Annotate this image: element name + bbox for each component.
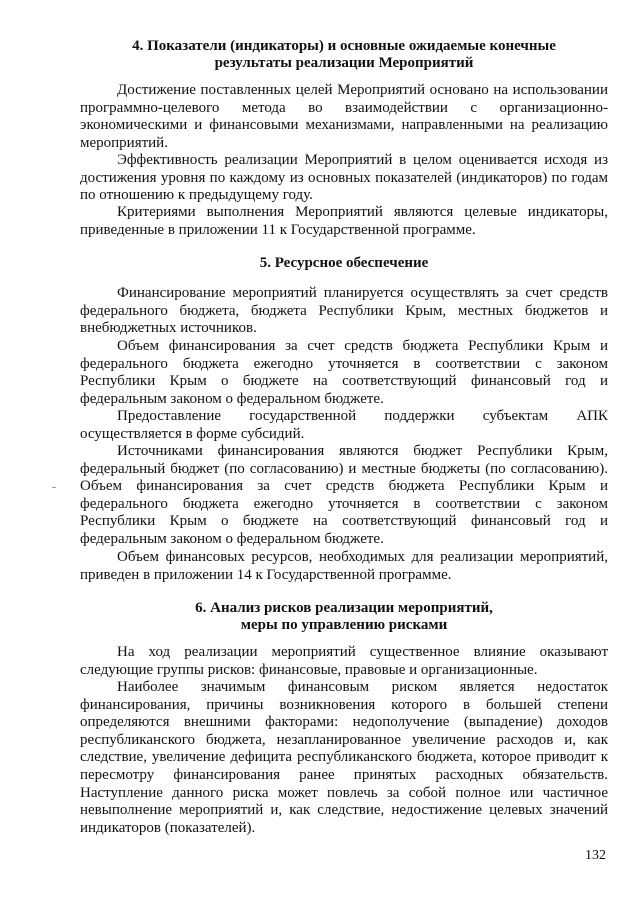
text-line: финансирования, причины возникновения которого в большей степени xyxy=(80,696,608,713)
text-line: республиканского бюджета, незапланированное увеличение расходов и, как xyxy=(80,731,608,748)
text-line: Критериями выполнения Мероприятий являются целевые индикаторы, xyxy=(117,204,608,220)
text-line: осуществляется в форме субсидий. xyxy=(80,425,305,442)
text-line: следующие группы рисков: финансовые, правовые и организационные. xyxy=(80,661,538,678)
text-line: экономическими и финансовыми механизмами, направленными на реализацию xyxy=(80,117,608,134)
section-5-paragraph-3 xyxy=(80,408,608,443)
text-line: Финансирование мероприятий планируется осуществлять за счет средств xyxy=(117,285,608,301)
section-5-title-line: 5. Ресурсное обеспечение xyxy=(259,255,429,271)
text-line: Эффективность реализации Мероприятий в целом оценивается исходя из xyxy=(117,152,608,168)
text-line: Предоставление государственной поддержки субъектам АПК xyxy=(117,408,608,424)
section-5-paragraph-5 xyxy=(80,549,608,584)
text-line: Наиболее значимым финансовым риском является недостаток xyxy=(117,679,608,695)
scan-artifact xyxy=(52,487,56,488)
text-line: федерального бюджета ежегодно уточняется в соответствии с законом xyxy=(80,355,608,372)
text-line: Объем финансовых ресурсов, необходимых для реализации мероприятий, xyxy=(117,549,608,565)
section-6-paragraph-2 xyxy=(80,679,608,837)
text-line: достижения уровня по каждому из основных показателей (индикаторов) по годам xyxy=(80,169,608,186)
text-line: Объем финансирования за счет средств бюджета Республики Крым и xyxy=(80,478,608,495)
section-4-paragraph-3 xyxy=(80,204,608,239)
text-line: следствие, увеличение дефицита республиканского бюджета, которое приводит к xyxy=(80,749,608,766)
text-line: Республики Крым о бюджете на соответствующий финансовый год и xyxy=(80,373,608,390)
text-line: федеральным законом о федеральном бюджете. xyxy=(80,530,384,547)
text-line: приведенные в приложении 11 к Государственной программе. xyxy=(80,221,476,238)
text-line: Достижение поставленных целей Мероприятий основано на использовании xyxy=(117,82,608,98)
text-line: пересмотру финансирования ранее принятых расходных обязательств. xyxy=(80,766,608,783)
section-4-title xyxy=(80,38,608,72)
text-line: Источниками финансирования являются бюджет Республики Крым, xyxy=(117,443,608,459)
section-5-title xyxy=(80,255,608,272)
text-line: На ход реализации мероприятий существенное влияние оказывают xyxy=(117,644,608,660)
text-line: по отношению к предыдущему году. xyxy=(80,187,313,204)
text-line: федерального бюджета ежегодно уточняется в соответствии с законом xyxy=(80,495,608,512)
section-6-title xyxy=(80,600,608,634)
text-line: федеральный бюджет (по согласованию) и местные бюджеты (по согласованию). xyxy=(80,460,608,477)
text-line: индикаторов (показателей). xyxy=(80,819,256,836)
text-line: приведен в приложении 14 к Государственной программе. xyxy=(80,566,452,583)
text-line: Республики Крым о бюджете на соответствующий финансовый год и xyxy=(80,513,608,530)
text-line: определяются внешними факторами: недополучение (выпадение) доходов xyxy=(80,714,608,731)
text-line: невыполнение мероприятий и, как следствие, недостижение целевых значений xyxy=(80,802,608,819)
text-line: мероприятий. xyxy=(80,134,168,151)
section-6-paragraph-1 xyxy=(80,644,608,679)
section-4-title-line: результаты реализации Мероприятий xyxy=(214,55,474,71)
text-line: внебюджетных источников. xyxy=(80,320,257,337)
section-4-title-line: 4. Показатели (индикаторы) и основные ожидаемые конечные xyxy=(132,38,556,54)
section-6-title-line: меры по управлению рисками xyxy=(240,617,448,633)
text-line: программно-целевого метода во взаимодействии с организационно- xyxy=(80,99,608,116)
text-line: Объем финансирования за счет средств бюджета Республики Крым и xyxy=(117,338,608,354)
text-line: Наступление данного риска может повлечь за собой полное или частичное xyxy=(80,784,608,801)
section-6-title-line: 6. Анализ рисков реализации мероприятий, xyxy=(195,600,493,616)
page-number: 132 xyxy=(585,848,606,863)
text-line: федерального бюджета, бюджета Республики Крым, местных бюджетов и xyxy=(80,302,608,319)
section-5-paragraph-2 xyxy=(80,338,608,408)
section-5-paragraph-1 xyxy=(80,285,608,338)
text-line: федеральным законом о федеральном бюджете. xyxy=(80,390,384,407)
section-5-paragraph-4 xyxy=(80,443,608,549)
section-4-paragraph-1 xyxy=(80,82,608,152)
section-4-paragraph-2 xyxy=(80,152,608,205)
